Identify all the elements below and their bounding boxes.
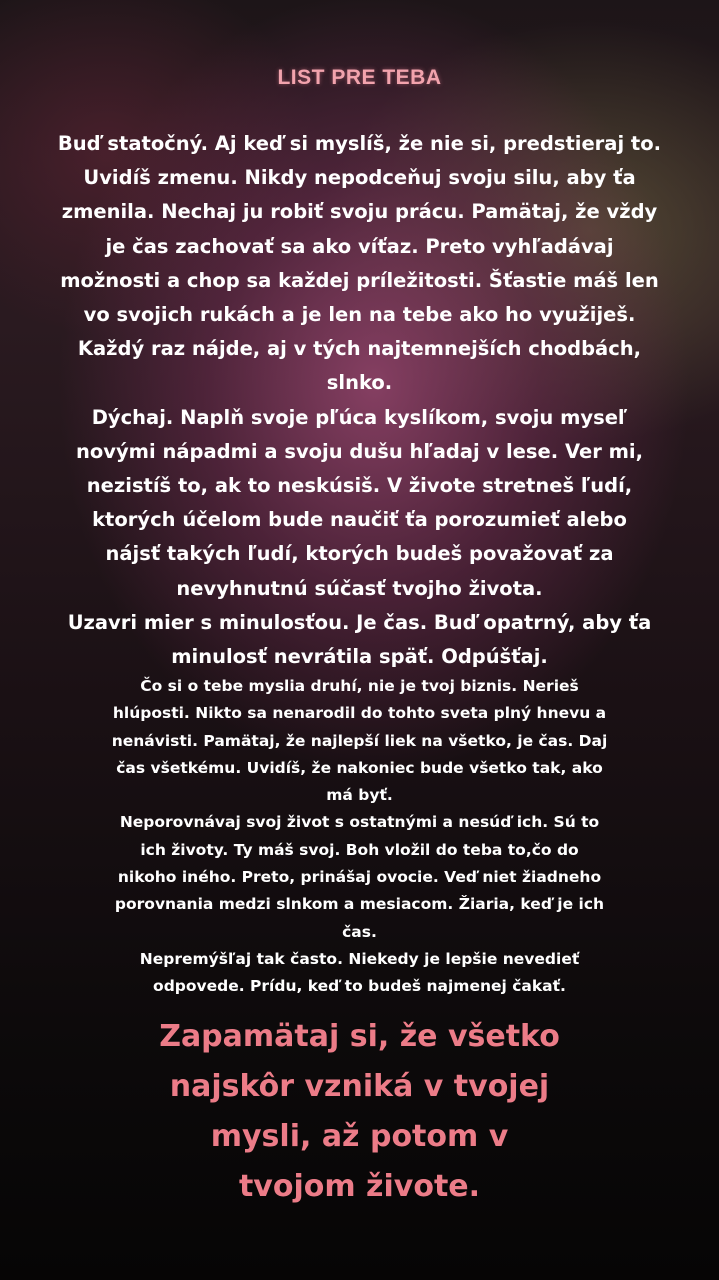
- story-title: LIST PRE TEBA: [277, 66, 442, 89]
- paragraph-be-brave: Buď statočný. Aj keď si myslíš, že nie si, predstieraj to. Uvidíš zmenu. Nikdy nepodceňuj svoju silu, aby ťa zmenila. Nechaj ju robiť svoju prácu. Pamätaj, že vždy je čas zachovať sa ako víťaz. Preto vyhľadávaj možnosti a chop sa každej príležitosti. Šťastie máš len vo svojich rukách a je len na tebe ako ho využiješ. Každý raz nájde, aj v tých najtemnejších chodbách, slnko.: [57, 132, 662, 395]
- secondary-text-block: [20, 673, 699, 1001]
- main-text-block: [20, 127, 699, 674]
- closing-quote: Zapamätaj si, že všetko najskôr vzniká v tvojej mysli, až potom v tvojom živote.: [159, 1019, 560, 1204]
- paragraph-breathe: Dýchaj. Naplň svoje pľúca kyslíkom, svoju myseľ novými nápadmi a svoju dušu hľadaj v lese. Ver mi, nezistíš to, ak to neskúsiš. V živote stretneš ľudí, ktorých účelom bude naučiť ťa porozumieť alebo nájsť takých ľudí, ktorých budeš považovať za nevyhnutnú súčasť tvojho života.: [75, 405, 644, 600]
- paragraph-dont-overthink: Nepremýšľaj tak často. Niekedy je lepšie nevedieť odpovede. Prídu, keď to budeš najmenej čakať.: [139, 949, 580, 996]
- paragraph-dont-compare: Neporovnávaj svoj život s ostatnými a nesúď ich. Sú to ich životy. Ty máš svoj. Boh vložil do teba to,čo do nikoho iného. Preto, prinášaj ovocie. Veď niet žiadneho porovnania medzi slnkom a mesiacom. Žiaria, keď je ich čas.: [114, 813, 605, 941]
- paragraph-make-peace: Uzavri mier s minulosťou. Je čas. Buď opatrný, aby ťa minulosť nevrátila späť. Odpúšťaj.: [67, 610, 652, 669]
- paragraph-others-opinion: Čo si o tebe myslia druhí, nie je tvoj biznis. Nerieš hlúposti. Nikto sa nenarodil do tohto sveta plný hnevu a nenávisti. Pamätaj, že najlepší liek na všetko, je čas. Daj čas všetkému. Uvidíš, že nakoniec bude všetko tak, ako má byť.: [111, 677, 608, 805]
